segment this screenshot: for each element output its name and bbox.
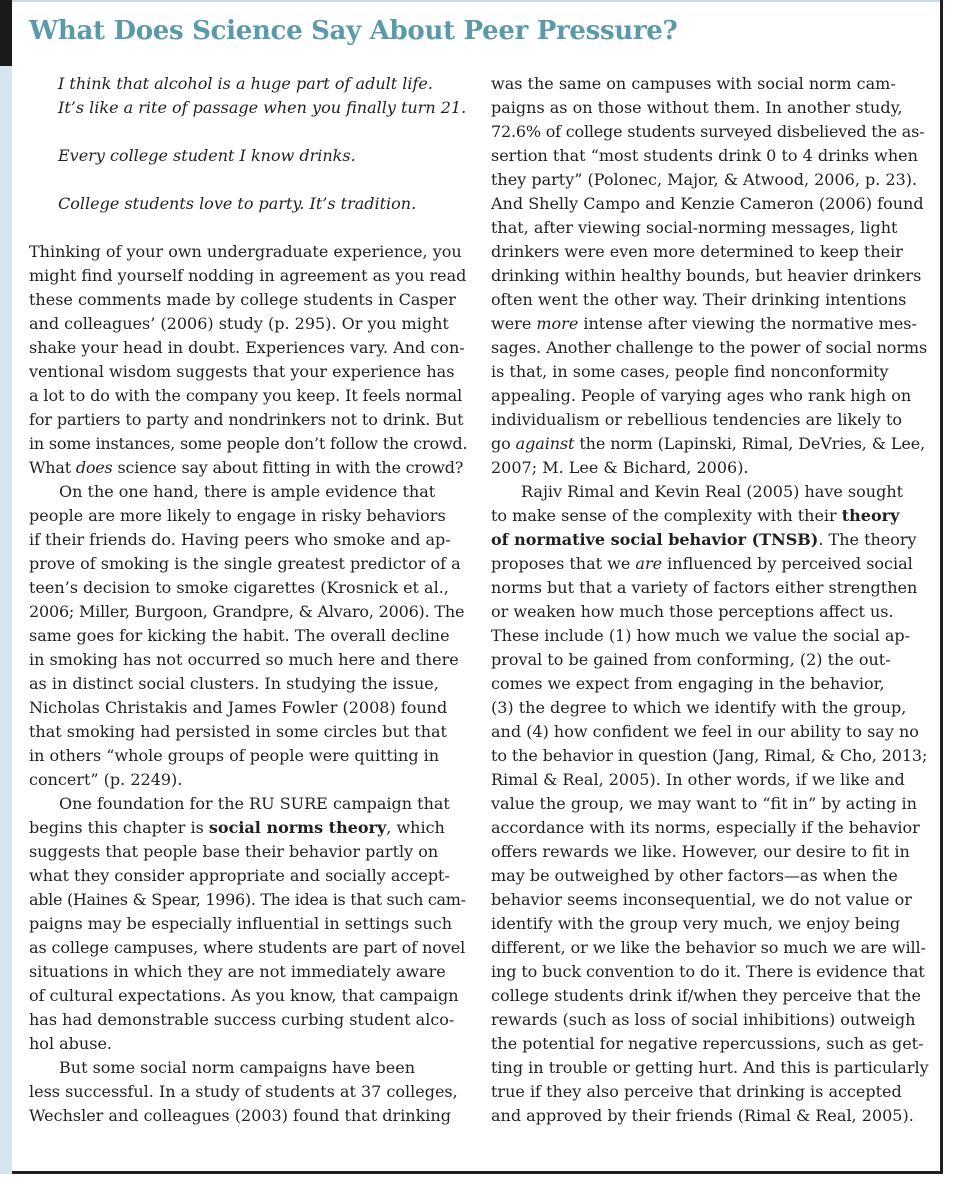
- text-line: a lot to do with the company you keep. It feels normal: [29, 386, 463, 405]
- text-line: [491, 312, 929, 336]
- text-line: the potential for negative repercussions, such as get-: [491, 1034, 924, 1053]
- text-line: rewards (such as loss of social inhibitions) outweigh: [491, 1010, 916, 1029]
- text-line: true if they also perceive that drinking is accepted: [491, 1082, 902, 1101]
- text-line: drinking within healthy bounds, but heavier drinkers: [491, 266, 922, 285]
- text-line: they party” (Polonec, Major, & Atwood, 2006, p. 23).: [491, 170, 918, 189]
- text-line: But some social norm campaigns have been: [59, 1058, 415, 1077]
- text-line: norms but that a variety of factors either strengthen: [491, 578, 918, 597]
- text-line: sages. Another challenge to the power of social norms: [491, 338, 928, 357]
- text-line: often went the other way. Their drinking intentions: [491, 290, 907, 309]
- text-line: (3) the degree to which we identify with the group,: [491, 698, 907, 717]
- top-rule: [12, 0, 943, 2]
- text-segment: to make sense of the complexity with their: [491, 506, 842, 525]
- emphasis: more: [536, 314, 579, 333]
- text-line: [29, 816, 467, 840]
- text-line: 72.6% of college students surveyed disbelieved the as-: [491, 122, 925, 141]
- text-line: shake your head in doubt. Experiences vary. And con-: [29, 338, 465, 357]
- text-line: Thinking of your own undergraduate experience, you: [29, 242, 462, 261]
- text-line: Nicholas Christakis and James Fowler (2008) found: [29, 698, 448, 717]
- text-line: might find yourself nodding in agreement as you read: [29, 266, 467, 285]
- text-segment: , which: [386, 818, 445, 837]
- student-quote-line: It’s like a rite of passage when you finally turn 21.: [58, 98, 467, 117]
- text-line: ventional wisdom suggests that your experience has: [29, 362, 455, 381]
- left-margin-bar: [0, 66, 12, 1174]
- text-line: [491, 528, 929, 552]
- page-title: What Does Science Say About Peer Pressure?: [29, 16, 678, 46]
- key-term: theory: [841, 506, 900, 525]
- text-segment: influenced by perceived social: [662, 554, 913, 573]
- text-segment: go: [491, 434, 516, 453]
- key-term: of normative social behavior (TNSB): [491, 530, 819, 549]
- key-term: social norms theory: [208, 818, 387, 837]
- text-line: of cultural expectations. As you know, that campaign: [29, 986, 459, 1005]
- text-line: different, or we like the behavior so much we are will-: [491, 938, 926, 957]
- text-line: or weaken how much those perceptions affect us.: [491, 602, 894, 621]
- text-line: and colleagues’ (2006) study (p. 295). Or you might: [29, 314, 449, 333]
- text-line: that, after viewing social-norming messages, light: [491, 218, 898, 237]
- text-line: and approved by their friends (Rimal & Real, 2005).: [491, 1106, 914, 1125]
- text-line: in smoking has not occurred so much here and there: [29, 650, 459, 669]
- text-line: teen’s decision to smoke cigarettes (Krosnick et al.,: [29, 578, 449, 597]
- text-line: paigns as on those without them. In another study,: [491, 98, 903, 117]
- left-margin-bar-dark: [0, 0, 12, 66]
- text-line: On the one hand, there is ample evidence that: [59, 482, 436, 501]
- text-line: and (4) how confident we feel in our ability to say no: [491, 722, 919, 741]
- text-line: what they consider appropriate and socially accept-: [29, 866, 450, 885]
- text-segment: begins this chapter is: [29, 818, 209, 837]
- right-border-rule: [940, 0, 943, 1174]
- student-quote-line: Every college student I know drinks.: [58, 146, 356, 165]
- text-line: accordance with its norms, especially if the behavior: [491, 818, 920, 837]
- text-line: in some instances, some people don’t follow the crowd.: [29, 434, 467, 453]
- text-line: these comments made by college students in Casper: [29, 290, 456, 309]
- text-line: Rimal & Real, 2005). In other words, if we like and: [491, 770, 905, 789]
- text-line: And Shelly Campo and Kenzie Cameron (2006) found: [491, 194, 924, 213]
- text-line: may be outweighed by other factors—as when the: [491, 866, 898, 885]
- text-segment: were: [491, 314, 537, 333]
- text-line: paigns may be especially influential in settings such: [29, 914, 452, 933]
- text-line: 2007; M. Lee & Bichard, 2006).: [491, 458, 749, 477]
- emphasis: are: [635, 554, 663, 573]
- right-text-column: [491, 72, 929, 1128]
- paragraph-spacer: [29, 168, 467, 192]
- emphasis: against: [515, 434, 575, 453]
- text-segment: the norm (Lapinski, Rimal, DeVries, & Lee,: [574, 434, 926, 453]
- text-line: individualism or rebellious tendencies are likely to: [491, 410, 903, 429]
- text-line: college students drink if/when they perceive that the: [491, 986, 921, 1005]
- text-line: is that, in some cases, people find nonconformity: [491, 362, 889, 381]
- text-line: [491, 552, 929, 576]
- text-line: value the group, we may want to “fit in” by acting in: [491, 794, 917, 813]
- text-line: [491, 504, 929, 528]
- text-line: as college campuses, where students are part of novel: [29, 938, 466, 957]
- text-line: One foundation for the RU SURE campaign that: [59, 794, 450, 813]
- text-line: for partiers to party and nondrinkers not to drink. But: [29, 410, 464, 429]
- text-line: offers rewards we like. However, our desire to fit in: [491, 842, 910, 861]
- text-segment: What: [29, 458, 76, 477]
- text-line: has had demonstrable success curbing student alco-: [29, 1010, 455, 1029]
- text-line: [491, 432, 929, 456]
- text-line: sertion that “most students drink 0 to 4 drinks when: [491, 146, 918, 165]
- student-quote-line: I think that alcohol is a huge part of adult life.: [58, 74, 433, 93]
- text-line: identify with the group very much, we enjoy being: [491, 914, 901, 933]
- text-line: comes we expect from engaging in the behavior,: [491, 674, 885, 693]
- text-line: drinkers were even more determined to keep their: [491, 242, 903, 261]
- student-quote-line: College students love to party. It’s tradition.: [58, 194, 417, 213]
- text-line: situations in which they are not immediately aware: [29, 962, 446, 981]
- bottom-border-rule: [12, 1171, 943, 1174]
- text-line: was the same on campuses with social norm cam-: [491, 74, 896, 93]
- text-line: suggests that people base their behavior partly on: [29, 842, 439, 861]
- text-line: Wechsler and colleagues (2003) found that drinking: [29, 1106, 451, 1125]
- text-line: to the behavior in question (Jang, Rimal, & Cho, 2013;: [491, 746, 928, 765]
- text-line: able (Haines & Spear, 1996). The idea is that such cam-: [29, 890, 466, 909]
- text-segment: proposes that we: [491, 554, 636, 573]
- text-line: behavior seems inconsequential, we do not value or: [491, 890, 912, 909]
- left-text-column: [29, 72, 467, 1128]
- text-line: concert” (p. 2249).: [29, 770, 183, 789]
- text-line: appealing. People of varying ages who rank high on: [491, 386, 912, 405]
- text-line: as in distinct social clusters. In studying the issue,: [29, 674, 439, 693]
- text-line: less successful. In a study of students at 37 colleges,: [29, 1082, 458, 1101]
- text-line: [29, 456, 467, 480]
- text-line: in others “whole groups of people were quitting in: [29, 746, 440, 765]
- text-line: people are more likely to engage in risky behaviors: [29, 506, 446, 525]
- text-line: These include (1) how much we value the social ap-: [491, 626, 911, 645]
- text-line: ing to buck convention to do it. There is evidence that: [491, 962, 925, 981]
- text-line: hol abuse.: [29, 1034, 112, 1053]
- emphasis: does: [75, 458, 113, 477]
- text-line: same goes for kicking the habit. The overall decline: [29, 626, 450, 645]
- text-line: that smoking had persisted in some circles but that: [29, 722, 447, 741]
- text-line: 2006; Miller, Burgoon, Grandpre, & Alvaro, 2006). The: [29, 602, 465, 621]
- text-line: Rajiv Rimal and Kevin Real (2005) have sought: [521, 482, 904, 501]
- paragraph-spacer: [29, 120, 467, 144]
- text-line: if their friends do. Having peers who smoke and ap-: [29, 530, 451, 549]
- text-line: prove of smoking is the single greatest predictor of a: [29, 554, 461, 573]
- paragraph-spacer: [29, 216, 467, 240]
- text-segment: . The theory: [818, 530, 917, 549]
- text-line: ting in trouble or getting hurt. And this is particularly: [491, 1058, 929, 1077]
- text-segment: intense after viewing the normative mes-: [578, 314, 917, 333]
- text-segment: science say about fitting in with the crowd?: [112, 458, 464, 477]
- text-line: proval to be gained from conforming, (2) the out-: [491, 650, 891, 669]
